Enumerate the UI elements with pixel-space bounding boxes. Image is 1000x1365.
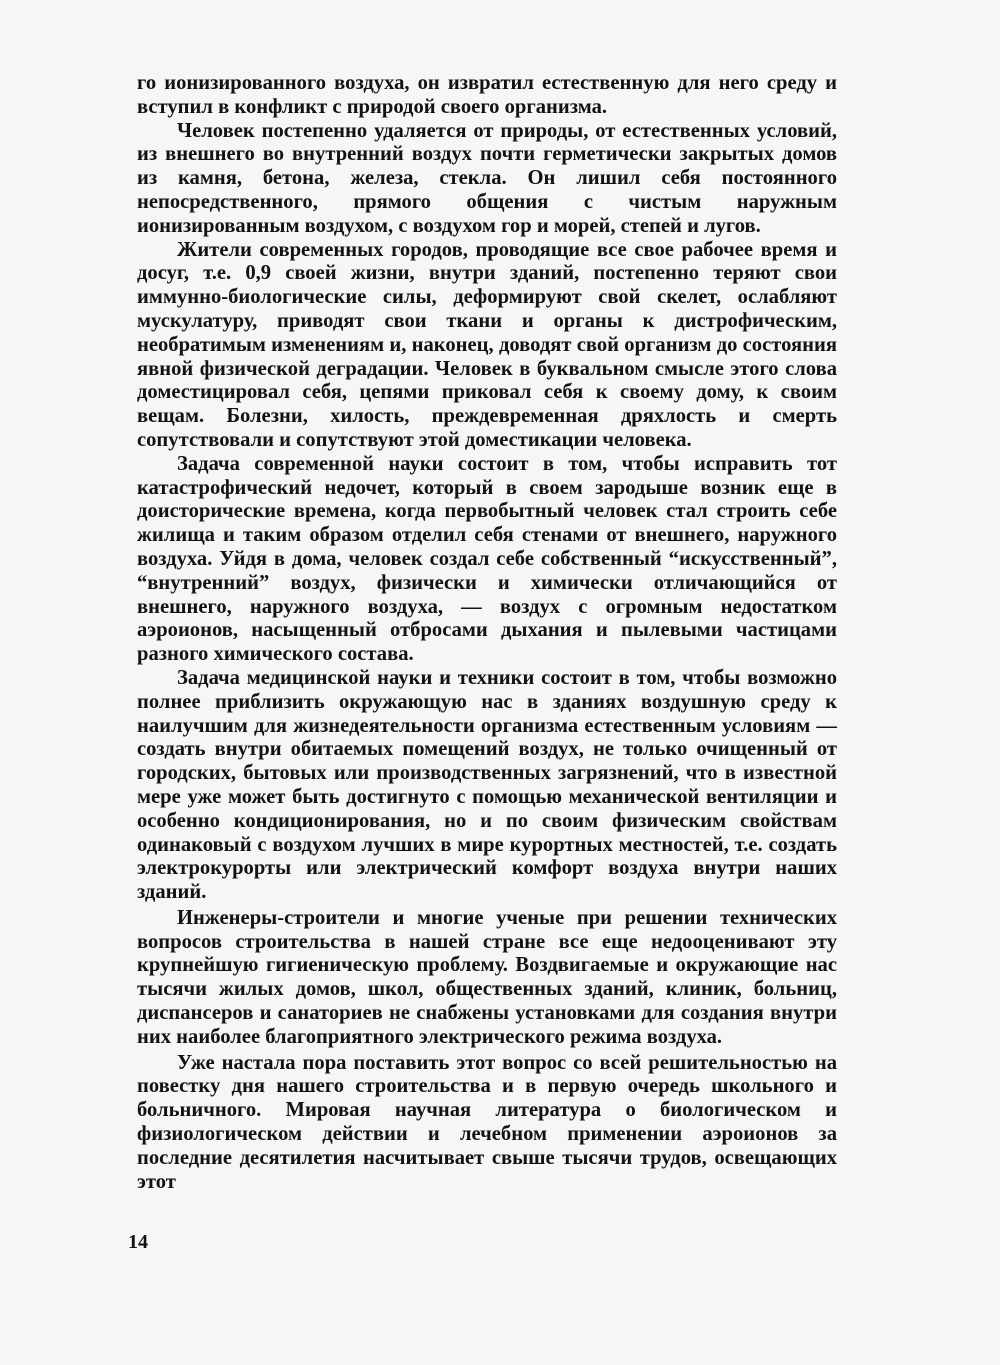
paragraph: Задача современной науки состоит в том, чтобы исправить тот катастрофический недочет, который в своем зародыше возник еще в доисторические времена, когда первобытный человек стал строить себе жилища и таким образом отделил себя стенами от внешнего, наружного воздуха. Уйдя в дома, человек создал себе собственный “искусственный”, “внутренний” воздух, физически и химически отличающийся от внешнего, наружного воздуха, — воздух с огромным недостатком аэроионов, насыщенный отбросами дыхания и пылевыми частицами разного химического состава. (137, 452, 837, 666)
paragraph: го ионизированного воздуха, он извратил естественную для него среду и вступил в конфликт с природой своего организма. (137, 72, 837, 118)
page-number: 14 (128, 1231, 148, 1253)
paragraph: Жители современных городов, проводящие все свое рабочее время и досуг, т.е. 0,9 своей жизни, внутри зданий, постепенно теряют свои иммунно-биологические силы, деформируют свой скелет, ослабляют мускулатуру, приводят свои ткани и органы к дистрофическим, необратимым изменениям и, наконец, доводят свой организм до состояния явной физической деградации. Человек в буквальном смысле этого слова доместицировал себя, цепями приковал себя к своему дому, к своим вещам. Болезни, хилость, преждевременная дряхлость и смерть сопутствовали и сопутствуют этой доместикации человека. (137, 238, 837, 451)
paragraph: Инженеры-строители и многие ученые при решении технических вопросов строительства в нашей стране все еще недооценивают эту крупнейшую гигиеническую проблему. Воздвигаемые и окружающие нас тысячи жилых домов, школ, общественных зданий, клиник, больниц, диспансеров и санаториев не снабжены установками для создания внутри них наиболее благоприятного электрического режима воздуха. (137, 906, 837, 1048)
paragraph: Уже настала пора поставить этот вопрос со всей решительностью на повестку дня нашего строительства и в первую очередь школьного и больничного. Мировая научная литература о биологическом и физиологическом действии и лечебном применении аэроионов за последние десятилетия насчитывает свыше тысячи трудов, освещающих этот (137, 1051, 837, 1193)
paragraph: Задача медицинской науки и техники состоит в том, чтобы возможно полнее приблизить окружающую нас в зданиях воздушную среду к наилучшим для жизнедеятельности организма естественным условиям — создать внутри обитаемых помещений воздух, не только очищенный от городских, бытовых или производственных загрязнений, что в известной мере уже может быть достигнуто с помощью механической вентиляции и особенно кондиционирования, но и по своим физическим свойствам одинаковый с воздухом лучших в мире курортных местностей, т.е. создать электрокурорты или электрический комфорт воздуха внутри наших зданий. (137, 666, 837, 904)
paragraph: Человек постепенно удаляется от природы, от естественных условий, из внешнего во внутренний воздух почти герметически закрытых домов из камня, бетона, железа, стекла. Он лишил себя постоянного непосредственного, прямого общения с чистым наружным ионизированным воздухом, с воздухом гор и морей, степей и лугов. (137, 119, 837, 237)
body-text (137, 72, 837, 1194)
